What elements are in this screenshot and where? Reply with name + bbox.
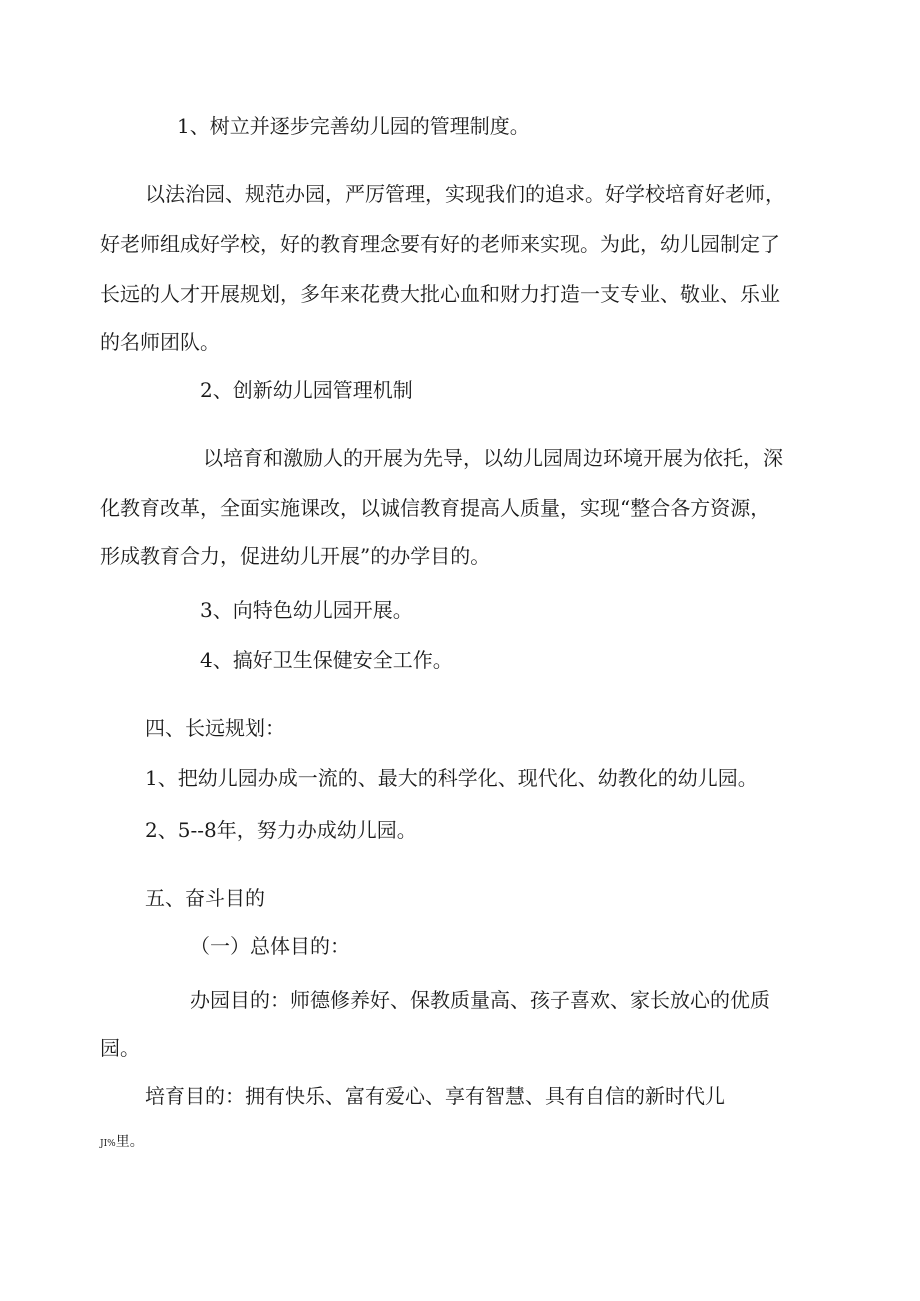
paragraph-1-line-2: 好老师组成好学校，好的教育理念要有好的老师来实现。为此，幼儿园制定了	[100, 232, 780, 256]
item-4-health-safety: 4、搞好卫生保健安全工作。	[200, 648, 453, 672]
cultivation-goal-line-1: 培育目的：拥有快乐、富有爱心、享有智慧、具有自信的新时代儿	[145, 1084, 725, 1108]
long-term-plan-1: 1、把幼儿园办成一流的、最大的科学化、现代化、幼教化的幼儿园。	[145, 766, 758, 790]
kindergarten-goal-line-2: 园。	[100, 1036, 140, 1060]
item-1-management-system: 1、树立并逐步完善幼儿园的管理制度。	[177, 114, 530, 138]
section-5-heading: 五、奋斗目的	[145, 886, 265, 910]
cultivation-goal-end: 里。	[115, 1134, 144, 1150]
paragraph-1-line-1: 以法治园、规范办园，严厉管理，实现我们的追求。好学校培育好老师，	[145, 182, 785, 206]
item-3-featured-development: 3、向特色幼儿园开展。	[200, 598, 413, 622]
overall-goal-heading: （一）总体目的：	[190, 934, 350, 958]
garbled-glyph: JI%	[100, 1139, 116, 1149]
paragraph-1-line-4: 的名师团队。	[100, 330, 220, 354]
section-4-heading: 四、长远规划：	[145, 716, 285, 740]
cultivation-goal-line-2	[100, 1128, 144, 1158]
item-2-management-mechanism: 2、创新幼儿园管理机制	[200, 378, 413, 402]
paragraph-2-line-3: 形成教育合力，促进幼儿开展”的办学目的。	[100, 544, 491, 568]
paragraph-2-line-2: 化教育改革，全面实施课改，以诚信教育提高人质量，实现“整合各方资源，	[100, 496, 771, 520]
paragraph-2-line-1: 以培育和激励人的开展为先导，以幼儿园周边环境开展为依托，深	[203, 446, 783, 470]
kindergarten-goal-line-1: 办园目的：师德修养好、保教质量高、孩子喜欢、家长放心的优质	[190, 988, 770, 1012]
long-term-plan-2: 2、5--8年，努力办成幼儿园。	[145, 818, 417, 842]
paragraph-1-line-3: 长远的人才开展规划，多年来花费大批心血和财力打造一支专业、敬业、乐业	[100, 282, 780, 306]
